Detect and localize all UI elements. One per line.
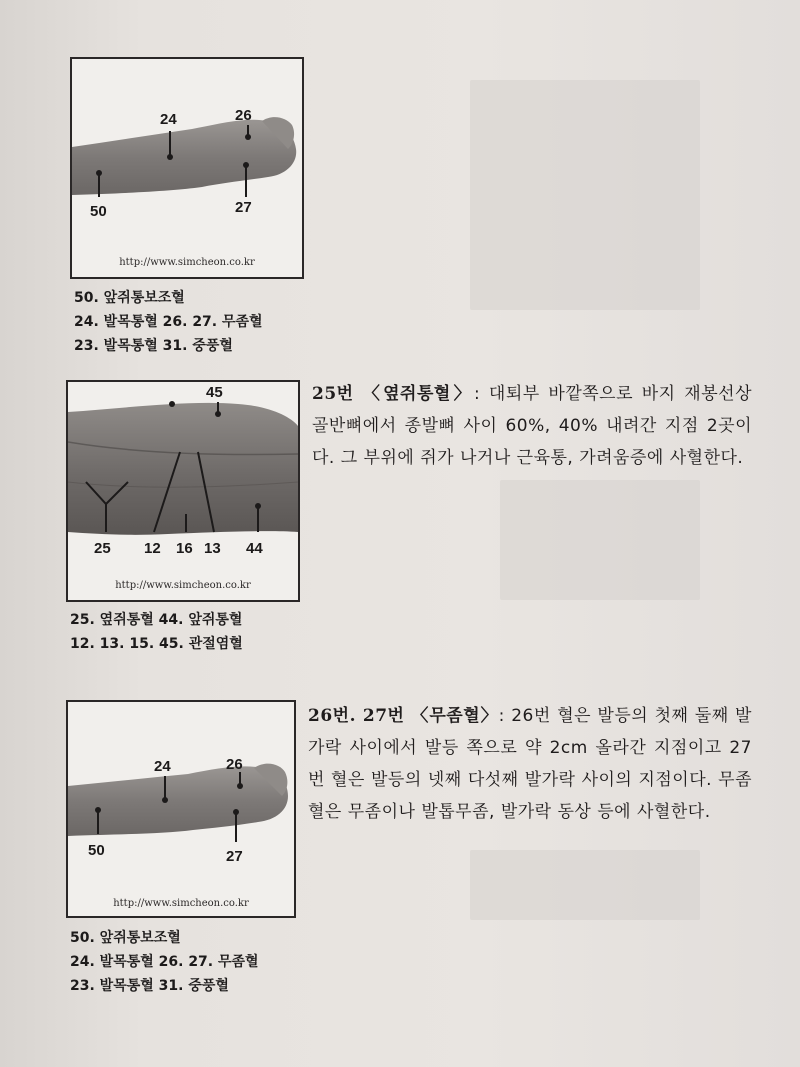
point-label-27: 27 <box>226 848 243 865</box>
figure-url: http://www.simcheon.co.kr <box>115 580 251 591</box>
caption-line: 24. 발목통혈 26. 27. 무좀혈 <box>70 954 259 970</box>
caption-line: 50. 앞쥐통보조혈 <box>74 290 185 306</box>
point-label-16: 16 <box>176 540 193 557</box>
bleed-through-block <box>470 80 700 310</box>
point-label-24: 24 <box>160 111 177 128</box>
point-label-13: 13 <box>204 540 221 557</box>
figure-caption-bottom <box>70 926 259 998</box>
entry-body: : 26번 혈은 발등의 첫째 둘째 발가락 사이에서 발등 쪽으로 약 2cm 올라간 지점이고 27번 혈은 발등의 넷째 다섯째 발가락 사이의 지점이다. 무좀혈은 무좀이나 발톱무좀, 발가락 동상 등에 사혈한다. <box>308 706 752 822</box>
caption-line: 24. 발목통혈 26. 27. 무좀혈 <box>74 314 263 330</box>
caption-line: 12. 13. 15. 45. 관절염혈 <box>70 636 243 652</box>
thigh-figure <box>66 380 300 602</box>
point-label-50: 50 <box>90 203 107 220</box>
thigh-illustration <box>68 382 298 600</box>
entry-title: 25번 〈옆쥐통혈〉 <box>312 384 474 404</box>
entry-title: 26번. 27번 〈무좀혈〉 <box>308 706 499 726</box>
point-label-26: 26 <box>226 756 243 773</box>
foot-figure-bottom <box>66 700 296 918</box>
figure-caption-top <box>74 286 263 358</box>
point-label-27: 27 <box>235 199 252 216</box>
figure-caption-middle <box>70 608 243 656</box>
figure-url: http://www.simcheon.co.kr <box>119 257 255 268</box>
caption-line: 50. 앞쥐통보조혈 <box>70 930 181 946</box>
point-label-24: 24 <box>154 758 171 775</box>
point-label-50: 50 <box>88 842 105 859</box>
acupoint-entry-25 <box>312 378 752 474</box>
foot-illustration <box>68 702 294 916</box>
point-label-26: 26 <box>235 107 252 124</box>
point-marker <box>169 401 175 407</box>
point-label-12: 12 <box>144 540 161 557</box>
caption-line: 25. 옆쥐통혈 44. 앞쥐통혈 <box>70 612 243 628</box>
point-label-25: 25 <box>94 540 111 557</box>
foot-illustration <box>72 59 302 277</box>
foot-figure-top <box>70 57 304 279</box>
caption-line: 23. 발목통혈 31. 중풍혈 <box>70 978 229 994</box>
figure-url: http://www.simcheon.co.kr <box>113 898 249 909</box>
bleed-through-block <box>470 850 700 920</box>
entry-body: : 대퇴부 바깥쪽으로 바지 재봉선상 골반뼈에서 종발뼈 사이 60%, 40% 내려간 지점 2곳이다. 그 부위에 쥐가 나거나 근육통, 가려움증에 사혈한다. <box>312 384 752 468</box>
bleed-through-block <box>500 480 700 600</box>
point-label-45: 45 <box>206 384 223 401</box>
point-label-44: 44 <box>246 540 263 557</box>
acupoint-entry-26-27 <box>308 700 752 828</box>
caption-line: 23. 발목통혈 31. 중풍혈 <box>74 338 233 354</box>
